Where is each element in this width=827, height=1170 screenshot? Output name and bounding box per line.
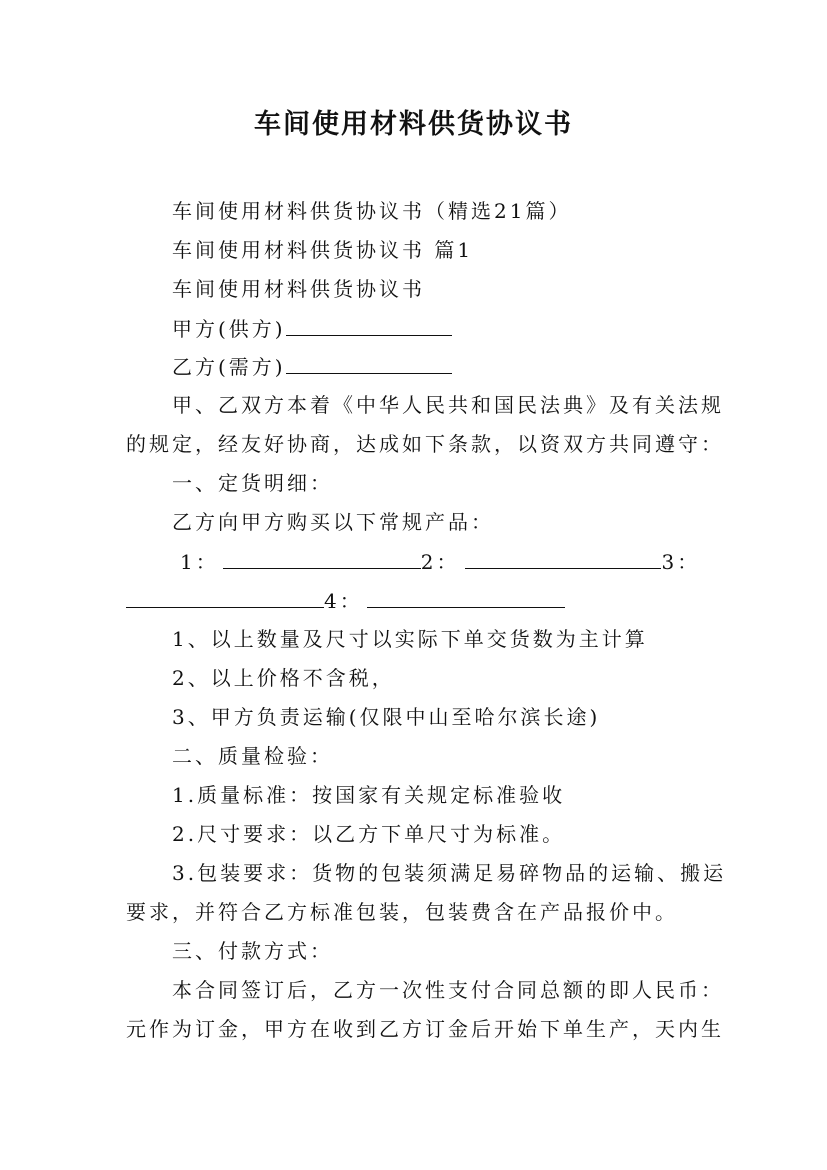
- product-list-line: [180, 548, 700, 575]
- paragraph-line: 2.尺寸要求：以乙方下单尺寸为标准。: [172, 822, 566, 846]
- paragraph-line: 1、以上数量及尺寸以实际下单交货数为主计算: [172, 627, 648, 651]
- section-heading: 一、定货明细：: [172, 471, 333, 495]
- page-title: 车间使用材料供货协议书: [254, 109, 573, 140]
- product-1-label: 1：: [180, 550, 219, 574]
- party-a-label: 甲方(供方): [172, 317, 286, 341]
- product-2-blank: [465, 548, 661, 569]
- paragraph-line: 乙方向甲方购买以下常规产品：: [172, 510, 494, 534]
- paragraph-line: 3、甲方负责运输(仅限中山至哈尔滨长途): [172, 705, 601, 729]
- paragraph-line: 要求，并符合乙方标准包装，包装费含在产品报价中。: [126, 900, 678, 924]
- paragraph-line: 2、以上价格不含税，: [172, 666, 395, 690]
- paragraph-line: 元作为订金，甲方在收到乙方订金后开始下单生产，天内生: [126, 1017, 724, 1041]
- party-b-line: [172, 353, 452, 380]
- party-a-blank: [286, 315, 452, 336]
- product-2-label: 2：: [420, 550, 460, 574]
- paragraph-line: 3.包装要求：货物的包装须满足易碎物品的运输、搬运: [172, 861, 727, 885]
- paragraph-line: 本合同签订后，乙方一次性支付合同总额的即人民币：: [172, 978, 724, 1002]
- paragraph-line: 甲、乙双方本着《中华人民共和国民法典》及有关法规: [172, 393, 724, 417]
- party-a-line: [172, 315, 452, 342]
- party-b-blank: [286, 353, 452, 374]
- subtitle-line: 车间使用材料供货协议书（精选21篇）: [172, 199, 572, 223]
- section-heading: 三、付款方式：: [172, 939, 333, 963]
- paragraph-line: 的规定，经友好协商，达成如下条款，以资双方共同遵守：: [126, 432, 724, 456]
- product-1-blank: [223, 548, 421, 569]
- section-heading: 二、质量检验：: [172, 744, 333, 768]
- product-4-label: 4：: [324, 589, 363, 613]
- product-3-blank: [126, 587, 324, 608]
- agreement-title-line: 车间使用材料供货协议书: [172, 277, 425, 301]
- party-b-label: 乙方(需方): [172, 355, 286, 379]
- product-4-blank: [367, 587, 565, 608]
- product-list-line: [126, 587, 565, 614]
- product-3-label: 3：: [661, 550, 701, 574]
- paragraph-line: 1.质量标准：按国家有关规定标准验收: [172, 783, 566, 807]
- section-heading: 车间使用材料供货协议书 篇1: [172, 238, 474, 262]
